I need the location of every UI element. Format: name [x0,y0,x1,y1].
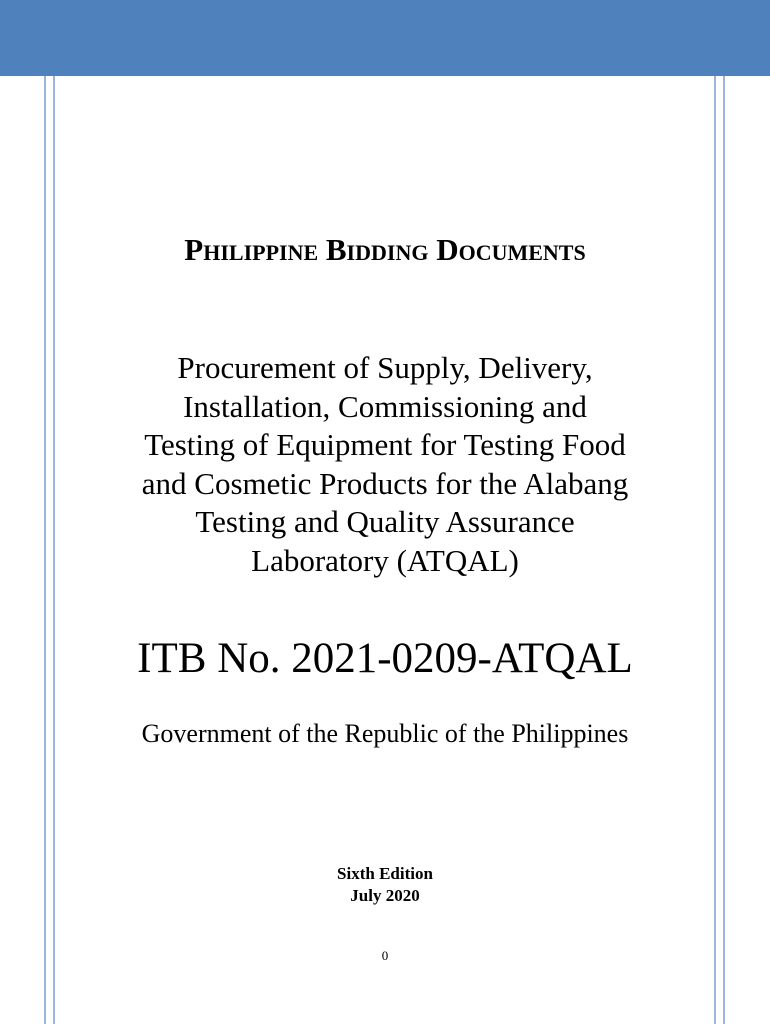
right-border-inner-line [714,76,716,1024]
header-band [0,0,770,76]
document-title: Philippine Bidding Documents [184,232,586,267]
project-title: Procurement of Supply, Delivery, Installation, Commissioning and Testing of Equipment for Testing Food and Cosmetic Products for the Alabang Testing and Quality Assurance Laboratory (ATQAL) [141,350,629,578]
government-name: Government of the Republic of the Philippines [141,719,629,748]
right-border-outer-line [723,76,725,1024]
page-number: 0 [381,948,389,963]
edition-date: July 2020 [350,886,420,905]
left-border-outer-line [44,76,46,1024]
edition-label: Sixth Edition [337,864,433,883]
left-border-inner-line [53,76,55,1024]
itb-number: ITB No. 2021-0209-ATQAL [137,635,633,682]
